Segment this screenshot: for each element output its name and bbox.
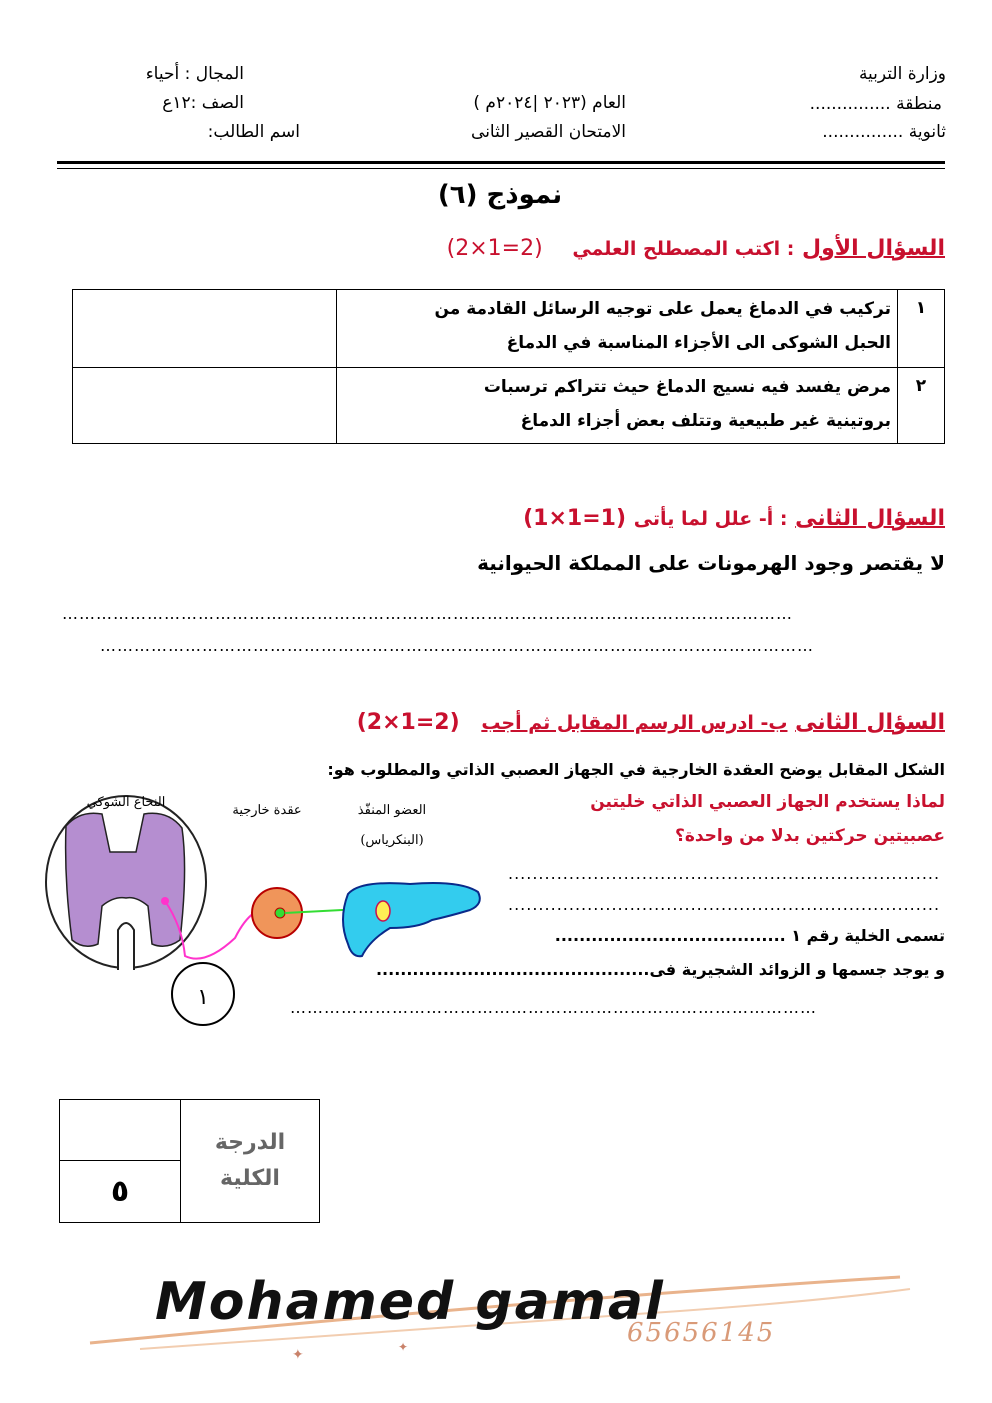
q1-title: السؤال الأول [802,236,945,261]
q2b-answer-line-1[interactable]: ....................................................................... [508,864,941,883]
total-grade-label [181,1100,320,1223]
q1-marks: (2=1×2) [446,236,543,261]
header-rule-bottom [57,168,945,169]
q1-row-number: ١ [898,290,945,368]
ministry: وزارة التربية [858,64,946,84]
q2b-heading [357,710,945,735]
q2a-heading [523,506,945,531]
star-icon: ✦ [398,1340,409,1354]
q2a-instruction: : أ- علل لما يأتى [633,508,788,530]
watermark-phone: 65656145 [627,1318,776,1348]
nervous-system-diagram [40,780,490,1030]
q1-answer-cell[interactable] [73,290,337,368]
q1-row-text [337,368,898,444]
table-row [73,368,945,444]
q2b-marks: (2=1×2) [356,710,460,735]
total-label-line-1: الدرجة [214,1130,286,1155]
q2b-cell-location: و يوجد جسمها و الزوائد الشجيرية فى............................................. [375,960,945,979]
subject-field: المجال : أحياء [145,64,244,84]
q2a-marks: (1=1×1) [523,506,627,531]
watermark-name: Mohamed gamal [155,1272,665,1332]
ganglion-label: عقدة خارجية [232,803,302,818]
neuron-2-cell-body [275,908,285,918]
spinal-fissure [118,923,134,970]
q2a-statement: لا يقتصر وجود الهرمونات على المملكة الحيوانية [477,551,945,575]
header-rule-top [57,161,945,164]
q1-table [72,289,945,444]
star-icon: ✦ [292,1347,304,1363]
pancreas-label: (البنكرياس) [360,833,424,848]
q1-instruction: : اكتب المصطلح العلمي [572,238,795,260]
total-grade-value: ٥ [60,1161,181,1223]
q1-row-line: مرض يفسد فيه نسيج الدماغ حيث تتراكم ترسبات [483,377,891,397]
table-row [73,290,945,368]
student-name-label: اسم الطالب: [207,122,300,142]
q1-heading [447,236,945,261]
q1-row-number: ٢ [898,368,945,444]
q2a-answer-line-1[interactable]: ………………………………………………………………………………………………………………… [62,604,793,623]
q2b-cell-name: تسمى الخلية رقم ١ ...................................... [554,926,945,945]
academic-year: العام (٢٠٢٣ |٢٠٢٤م ) [473,93,626,113]
exam-title: الامتحان القصير الثانى [471,122,626,142]
q1-row-line: بروتينية غير طبيعية وتتلف بعض أجزاء الدماغ [520,411,891,431]
q1-answer-cell[interactable] [73,368,337,444]
grade-empty-cell[interactable] [60,1100,181,1161]
q2b-title: السؤال الثانى [795,710,945,735]
model-title: نموذج (٦) [437,180,563,210]
q2b-answer-line-2[interactable]: ....................................................................... [508,895,941,914]
grade-field: الصف :١٢ع [162,93,244,113]
q2b-question-line-1: لماذا يستخدم الجهاز العصبي الذاتي خليتين [590,792,945,812]
q2b-intro: الشكل المقابل يوضح العقدة الخارجية في الجهاز العصبي الذاتي والمطلوب هو: [327,760,945,779]
cell-number-label: ١ [197,985,209,1010]
q2b-instruction: ب- ادرس الرسم المقابل ثم أجب [481,712,788,734]
q1-row-text [337,290,898,368]
q2a-answer-line-2[interactable]: ……………………………………………………………………………………………………………… [100,636,814,655]
region-field: منطقة ............... [809,94,942,114]
spinal-cord-label: النخاع الشوكي [86,795,166,810]
q1-row-line: الحبل الشوكى الى الأجزاء المناسبة في الدماغ [506,333,891,353]
effector-label: العضو المنفّذ [357,803,427,818]
total-grade-box [59,1099,320,1223]
q2b-question-line-2: عصبيتين حركتين بدلا من واحدة؟ [674,826,945,846]
q2a-title: السؤال الثانى [795,506,945,531]
school-field: ثانوية ............... [822,122,946,142]
total-label-line-2: الكلية [220,1166,280,1191]
pancreas [343,883,480,956]
q2b-answer-line-3[interactable]: ………………………………………………………………………………… [290,998,817,1017]
pancreas-target-cell [376,901,390,921]
q1-row-line: تركيب في الدماغ يعمل على توجيه الرسائل القادمة من [434,299,891,319]
